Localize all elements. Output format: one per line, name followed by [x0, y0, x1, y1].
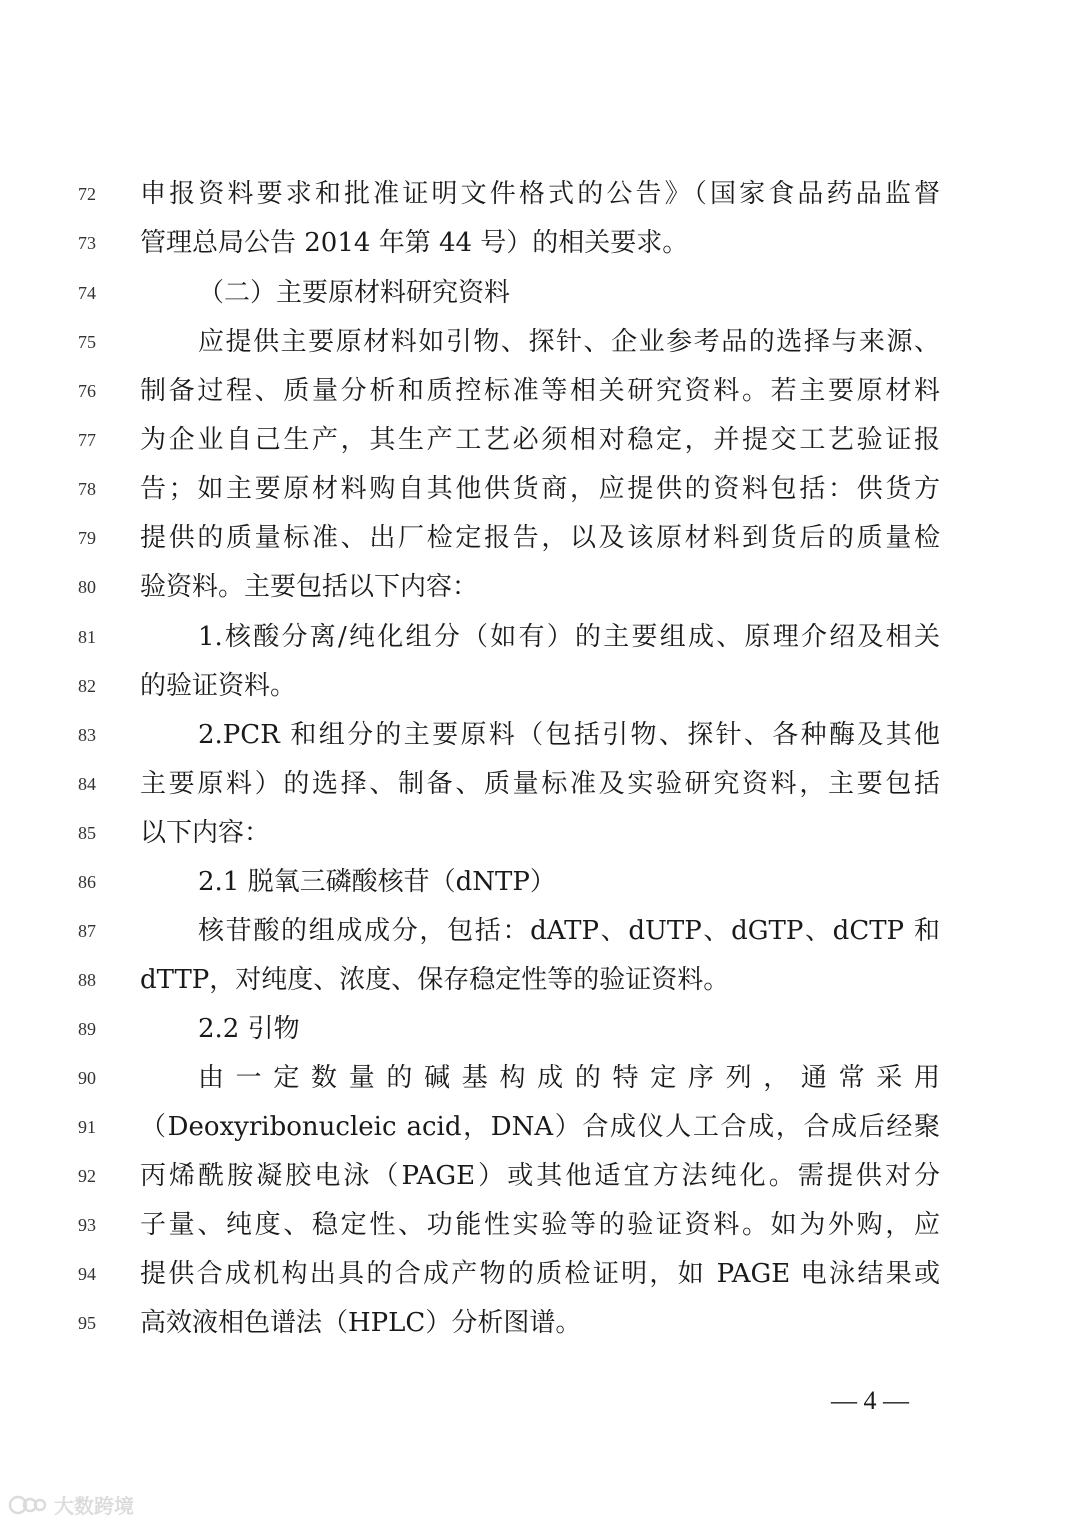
line-row	[0, 764, 1080, 804]
line-text: 1.核酸分离/纯化组分（如有）的主要组成、原理介绍及相关	[198, 622, 940, 652]
line-row	[0, 1156, 1080, 1196]
line-row	[0, 911, 1080, 951]
line-row	[0, 223, 1080, 263]
line-number: 93	[78, 1215, 96, 1235]
line-number: 78	[78, 479, 96, 499]
line-row	[0, 862, 1080, 902]
line-number: 80	[78, 577, 96, 597]
line-text: 申报资料要求和批准证明文件格式的公告》（国家食品药品监督	[140, 179, 940, 209]
line-text: （Deoxyribonucleic acid，DNA）合成仪人工合成，合成后经聚	[140, 1112, 940, 1142]
line-text: 高效液相色谱法（HPLC）分析图谱。	[140, 1308, 582, 1338]
line-row	[0, 1107, 1080, 1147]
line-row	[0, 960, 1080, 1000]
line-row	[0, 1058, 1080, 1098]
line-number: 77	[78, 430, 96, 450]
line-text: 应提供主要原材料如引物、探针、企业参考品的选择与来源、	[198, 327, 940, 357]
line-row	[0, 813, 1080, 853]
line-text: 提供的质量标准、出厂检定报告，以及该原材料到货后的质量检	[140, 523, 940, 553]
line-row	[0, 666, 1080, 706]
line-number: 87	[78, 921, 96, 941]
line-number: 91	[78, 1117, 96, 1137]
watermark-logo-icon	[8, 1494, 48, 1516]
line-number: 89	[78, 1019, 96, 1039]
line-row	[0, 1254, 1080, 1294]
line-row	[0, 1009, 1080, 1049]
line-row	[0, 567, 1080, 607]
line-row	[0, 617, 1080, 657]
line-number: 90	[78, 1068, 96, 1088]
line-text: dTTP，对纯度、浓度、保存稳定性等的验证资料。	[140, 965, 730, 995]
line-text: 的验证资料。	[140, 671, 297, 701]
line-number: 88	[78, 970, 96, 990]
line-number: 81	[78, 627, 96, 647]
page-number: — 4 —	[831, 1386, 909, 1415]
line-text: 提供合成机构出具的合成产物的质检证明，如 PAGE 电泳结果或	[140, 1259, 940, 1289]
line-text: 核苷酸的组成成分，包括：dATP、dUTP、dGTP、dCTP 和	[198, 916, 940, 946]
line-text: 丙烯酰胺凝胶电泳（PAGE）或其他适宜方法纯化。需提供对分	[140, 1161, 940, 1191]
line-number: 82	[78, 676, 96, 696]
line-number: 85	[78, 823, 96, 843]
line-number: 72	[78, 184, 96, 204]
line-number: 74	[78, 283, 96, 303]
line-text: 告；如主要原材料购自其他供货商，应提供的资料包括：供货方	[140, 474, 940, 504]
line-text: 2.2 引物	[198, 1014, 300, 1044]
line-number: 75	[78, 332, 96, 352]
line-row	[0, 1303, 1080, 1343]
line-row	[0, 1205, 1080, 1245]
line-row	[0, 371, 1080, 411]
line-text: 主要原料）的选择、制备、质量标准及实验研究资料，主要包括	[140, 769, 940, 799]
line-number: 73	[78, 233, 96, 253]
line-text: 2.PCR 和组分的主要原料（包括引物、探针、各种酶及其他	[198, 720, 940, 750]
line-text: 子量、纯度、稳定性、功能性实验等的验证资料。如为外购，应	[140, 1210, 940, 1240]
line-row	[0, 174, 1080, 214]
line-row	[0, 715, 1080, 755]
section-heading: （二）主要原材料研究资料	[198, 278, 511, 308]
line-text: 由一定数量的碱基构成的特定序列，通常采用	[198, 1063, 940, 1093]
line-row	[0, 469, 1080, 509]
line-text: 制备过程、质量分析和质控标准等相关研究资料。若主要原材料	[140, 376, 940, 406]
line-number: 95	[78, 1313, 96, 1333]
line-number: 92	[78, 1166, 96, 1186]
line-text: 验资料。主要包括以下内容：	[140, 572, 479, 602]
line-number: 94	[78, 1264, 96, 1284]
line-number: 79	[78, 528, 96, 548]
line-text: 以下内容：	[140, 818, 271, 848]
line-number: 84	[78, 774, 96, 794]
line-row	[0, 322, 1080, 362]
watermark	[8, 1490, 134, 1519]
line-row	[0, 273, 1080, 313]
line-text: 管理总局公告 2014 年第 44 号）的相关要求。	[140, 228, 689, 258]
line-row	[0, 420, 1080, 460]
line-text: 2.1 脱氧三磷酸核苷（dNTP）	[198, 867, 556, 897]
line-number: 76	[78, 381, 96, 401]
line-number: 86	[78, 872, 96, 892]
line-text: 为企业自己生产，其生产工艺必须相对稳定，并提交工艺验证报	[140, 425, 940, 455]
line-number: 83	[78, 725, 96, 745]
watermark-text: 大数跨境	[54, 1494, 134, 1518]
line-row	[0, 518, 1080, 558]
